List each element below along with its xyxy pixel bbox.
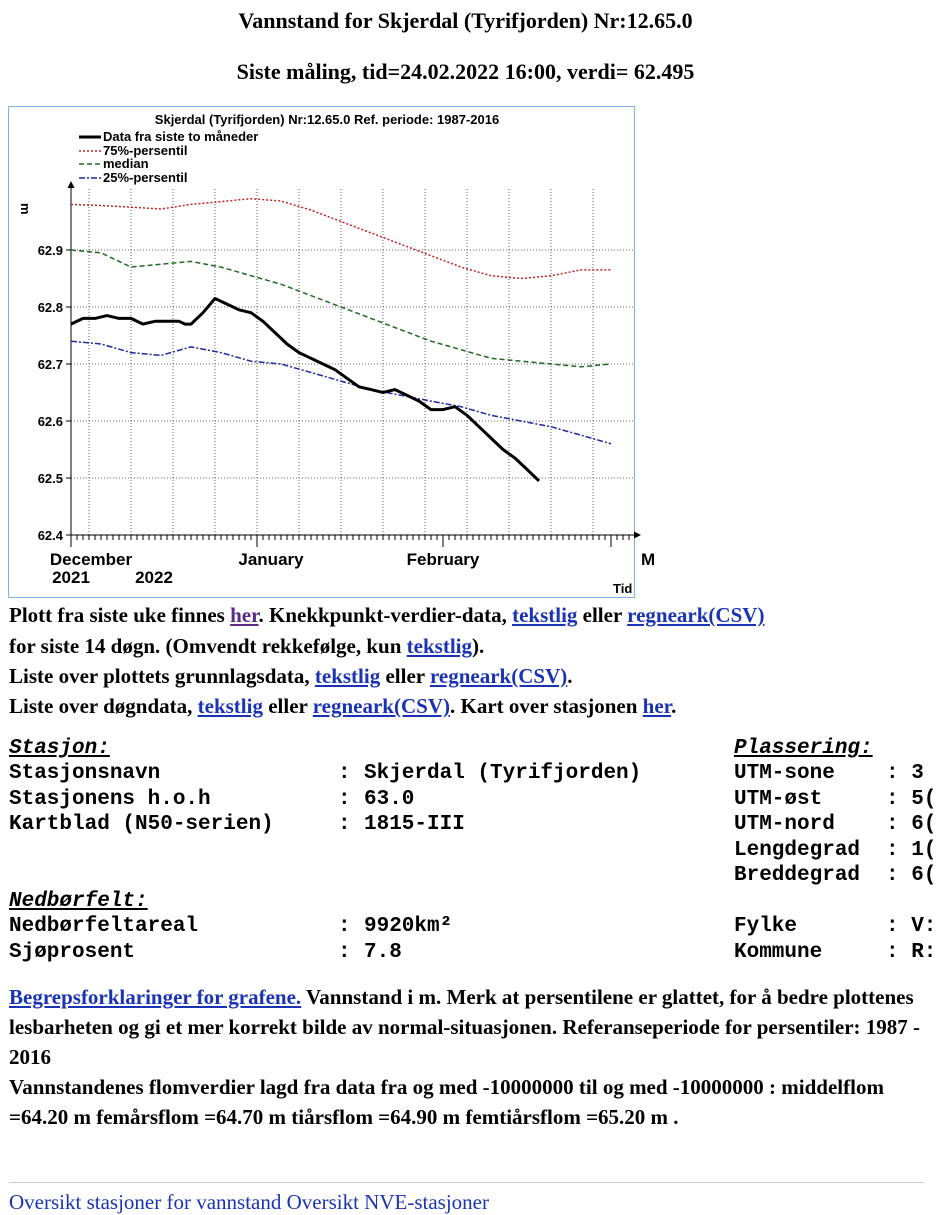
- y-tick-label: 62.4: [37, 528, 63, 543]
- station-sep-1: :: [338, 788, 351, 811]
- link-plot-week[interactable]: her: [230, 603, 259, 627]
- paragraph-reverse: [9, 631, 484, 662]
- text: eller: [380, 664, 430, 688]
- location-value-1: : 5(: [886, 788, 936, 811]
- series-line-25-persentil: [71, 341, 611, 444]
- x-label-2022: 2022: [135, 568, 173, 587]
- text: . Knekkpunkt-verdier-data,: [258, 603, 513, 627]
- y-tick-label: 62.6: [37, 414, 63, 429]
- y-tick-label: 62.5: [37, 471, 63, 486]
- x-label-2021: 2021: [52, 568, 90, 587]
- municipality-value: : R:: [886, 941, 936, 964]
- station-name-value: Skjerdal (Tyrifjorden): [364, 762, 642, 785]
- water-level-chart: [8, 106, 656, 598]
- x-label-january: January: [238, 550, 304, 569]
- station-label-0: Stasjonsnavn: [9, 762, 161, 785]
- link-reverse-text[interactable]: tekstlig: [406, 634, 472, 658]
- location-value-3: : 1(: [886, 839, 936, 862]
- divider: [9, 1182, 924, 1183]
- location-label-3: Lengdegrad: [734, 839, 861, 862]
- location-value-4: : 6(: [886, 864, 936, 887]
- lake-percent-value: 7.8: [364, 941, 402, 964]
- bottom-links[interactable]: Oversikt stasjoner for vannstand Oversikt NVE-stasjoner: [9, 1190, 489, 1214]
- text: Liste over døgndata,: [9, 694, 198, 718]
- notes-line-3: Vannstandenes flomverdier lagd fra data fra og med -10000000 til og med -10000000 : middelflom =64.20 m femårsflom =64.70 m tiårsflom =64.90 m femtiårsflom =65.20 m .: [9, 1075, 884, 1129]
- location-label-1: UTM-øst: [734, 788, 823, 811]
- text: eller: [262, 694, 313, 718]
- catchment-label-1: Sjøprosent: [9, 941, 136, 964]
- series-line-data-fra-siste-to-m-neder: [71, 299, 539, 481]
- y-tick-label: 62.8: [37, 300, 63, 315]
- grid: [71, 189, 635, 535]
- y-ticks: [38, 243, 71, 543]
- link-term-explanations[interactable]: Begrepsforklaringer for grafene.: [9, 985, 302, 1009]
- county-value: : V:: [886, 915, 936, 938]
- link-basis-text[interactable]: tekstlig: [314, 664, 381, 688]
- catchment-heading: Nedbørfelt:: [9, 890, 148, 913]
- link-daily-text[interactable]: tekstlig: [197, 694, 263, 718]
- legend-label-data: Data fra siste to måneder: [103, 129, 259, 144]
- link-breakpoint-csv[interactable]: regneark(CSV): [627, 603, 765, 627]
- county-label: Fylke: [734, 915, 798, 938]
- location-label-4: Breddegrad: [734, 864, 861, 887]
- link-station-map[interactable]: her: [642, 694, 672, 718]
- catchment-sep-0: :: [338, 915, 351, 938]
- text: eller: [577, 603, 628, 627]
- catchment-sep-1: :: [338, 941, 351, 964]
- text: .: [671, 694, 677, 718]
- text: Liste over plottets grunnlagsdata,: [9, 664, 315, 688]
- notes-line-1: Vannstand i m. Merk at persentilene er glattet, for å bedre plottenes: [301, 985, 914, 1009]
- station-sep-2: :: [338, 813, 351, 836]
- x-axis-label: Tid: [613, 581, 633, 596]
- y-axis-arrow: [68, 181, 75, 188]
- municipality-label: Kommune: [734, 941, 823, 964]
- x-label-march: M: [641, 550, 656, 569]
- legend-label-median: median: [103, 156, 149, 171]
- y-tick-label: 62.9: [37, 243, 63, 258]
- page-title: Vannstand for Skjerdal (Tyrifjorden) Nr:12.65.0: [238, 8, 693, 33]
- x-axis-arrow: [634, 532, 641, 539]
- link-basis-csv[interactable]: regneark(CSV): [429, 664, 568, 688]
- location-label-2: UTM-nord: [734, 813, 835, 836]
- chart-svg: [9, 107, 656, 597]
- last-measurement: Siste måling, tid=24.02.2022 16:00, verdi= 62.495: [236, 59, 695, 84]
- x-label-february: February: [406, 550, 480, 569]
- link-daily-csv[interactable]: regneark(CSV): [312, 694, 450, 718]
- legend-label-75: 75%-persentil: [103, 143, 188, 158]
- text: .: [567, 664, 573, 688]
- text: Plott fra siste uke finnes: [9, 603, 231, 627]
- notes-line-2: lesbarheten og gi et mer korrekt bilde av normal-situasjonen. Referanseperiode for persentiler: 1987 - 2016: [9, 1015, 921, 1069]
- location-label-0: UTM-sone: [734, 762, 835, 785]
- station-label-2: Kartblad (N50-serien): [9, 813, 274, 836]
- text: ).: [472, 634, 485, 658]
- location-value-0: : 3: [886, 762, 924, 785]
- x-ticks: [71, 535, 629, 547]
- y-tick-label: 62.7: [37, 357, 63, 372]
- station-mapsheet-value: 1815-III: [364, 813, 465, 836]
- catchment-area-value: 9920km²: [364, 915, 453, 938]
- legend-label-25: 25%-persentil: [103, 170, 188, 185]
- station-label-1: Stasjonens h.o.h: [9, 788, 211, 811]
- station-heading: Stasjon:: [9, 737, 110, 760]
- axes: [68, 181, 642, 539]
- catchment-label-0: Nedbørfeltareal: [9, 915, 199, 938]
- station-sep-0: :: [338, 762, 351, 785]
- x-label-december: December: [49, 550, 133, 569]
- paragraph-plot-links: [9, 600, 764, 631]
- paragraph-daily-data: [9, 691, 676, 722]
- link-breakpoint-text[interactable]: tekstlig: [512, 603, 578, 627]
- text: . Kart over stasjonen: [449, 694, 643, 718]
- text: for siste 14 døgn. (Omvendt rekkefølge, kun: [9, 634, 407, 658]
- chart-title: Skjerdal (Tyrifjorden) Nr:12.65.0 Ref. periode: 1987-2016: [154, 112, 500, 127]
- location-value-2: : 6(: [886, 813, 936, 836]
- station-altitude-value: 63.0: [364, 788, 415, 811]
- notes-section: [9, 982, 924, 1132]
- location-heading: Plassering:: [734, 737, 873, 760]
- y-axis-label: m: [18, 203, 33, 215]
- paragraph-basis-data: [9, 661, 572, 692]
